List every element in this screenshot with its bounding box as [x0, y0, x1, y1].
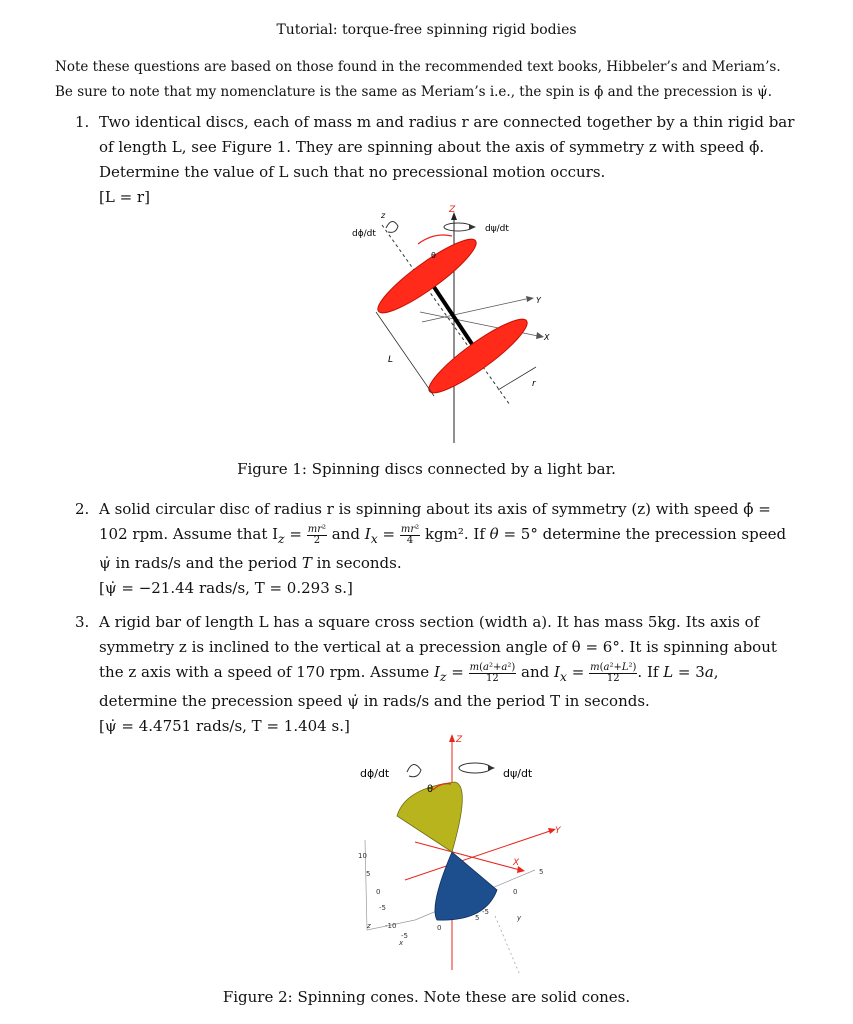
page-title: Tutorial: torque-free spinning rigid bodies: [276, 22, 577, 38]
Z-label: Z: [449, 205, 456, 215]
theta-label: θ: [427, 784, 434, 795]
r-label: r: [532, 379, 536, 389]
question-3: [75, 610, 800, 739]
question-text: A solid circular disc of radius r is spinning about its axis of symmetry (z) with speed ϕ̇ = 102 rpm. Assume that $I_z$ = $\frac{\text{mr²}}{2}$ and $I_x$ = $\frac{\text{mr²}}{4}$ kgm². If θ = 5° determine the precession speed ψ̇ in rads/s and the period T in seconds.: [99, 500, 787, 572]
svg-text:10: 10: [358, 852, 367, 860]
figure-1-caption: Figure 1: Spinning discs connected by a light bar.: [237, 460, 616, 478]
rigid-bar: [428, 278, 476, 350]
dpsi-label: dψ/dt: [503, 767, 533, 780]
y-axis-arrow: [526, 296, 534, 302]
Y-label: Y: [555, 826, 561, 836]
body-z-label: z: [381, 211, 386, 220]
question-number: 1.: [75, 113, 90, 131]
precession-arrow: [444, 223, 472, 231]
y-axis-line: [422, 299, 526, 322]
spin-arrow: [407, 764, 421, 776]
intro-note: Note these questions are based on those found in the recommended text books, Hibbeler’s and Meriam’s. Be sure to note that my nomenclature is the same as Meriam’s i.e., the spin is ϕ̇ and the precession is ψ̇.: [55, 59, 781, 100]
svg-text:5: 5: [475, 914, 480, 922]
question-answer: [ψ̇ = 4.4751 rads/s, T = 1.404 s.]: [99, 717, 350, 735]
svg-text:-5: -5: [379, 904, 386, 912]
question-1: [75, 110, 800, 210]
dpsi-label: dψ/dt: [485, 224, 509, 234]
spin-arrow: [386, 221, 398, 232]
precession-arrow: [459, 763, 491, 773]
theta-label: θ: [431, 251, 436, 260]
length-dimension: [376, 312, 434, 396]
X-label: X: [513, 858, 520, 868]
disc-top: [371, 230, 483, 322]
Z-label: Z: [456, 735, 463, 745]
svg-text:0: 0: [437, 924, 442, 932]
theta-arc: [418, 235, 452, 244]
Y-label: Y: [536, 296, 541, 305]
svg-text:-5: -5: [482, 908, 489, 916]
question-text: A rigid bar of length L has a square cross section (width a). It has mass 5kg. Its axis of symmetry z is inclined to the vertical at a precession angle of θ = 6°. It is spinning about the z axis with a speed of 170 rpm. Assume $I_z$ = $\frac{\text{m(a²+a²)}}{12}$ and $I_x$ = $\frac{\text{m(a²+L²)}}{12}$ . If L = 3a, determine the precession speed ψ̇ in rads/s and the period T in seconds.: [99, 613, 777, 710]
question-2: [75, 497, 800, 601]
radius-dimension: [498, 367, 536, 390]
dphi-label: dϕ/dt: [360, 767, 390, 780]
question-answer: [L = r]: [99, 188, 150, 206]
figure-2-caption: Figure 2: Spinning cones. Note these are solid cones.: [222, 988, 631, 1006]
svg-text:5: 5: [366, 870, 371, 878]
X-label: X: [544, 333, 550, 342]
svg-text:-5: -5: [401, 932, 408, 940]
figure-1-diagram: [330, 200, 560, 450]
dphi-label: dϕ/dt: [352, 229, 376, 239]
svg-text:y: y: [517, 914, 522, 922]
svg-text:5: 5: [539, 868, 544, 876]
svg-text:0: 0: [376, 888, 381, 896]
question-number: 2.: [75, 500, 90, 518]
svg-text:x: x: [399, 939, 404, 947]
svg-text:0: 0: [513, 888, 518, 896]
svg-text:z: z: [367, 922, 371, 930]
svg-text:-10: -10: [385, 922, 397, 930]
question-text: Two identical discs, each of mass m and radius r are connected together by a thin rigid bar of length L, see Figure 1. They are spinning about the axis of symmetry z with speed ϕ̇. Determine the value of L such that no precessional motion occurs.: [99, 113, 795, 181]
figure-2-diagram: [345, 730, 585, 980]
question-answer: [ψ̇ = −21.44 rads/s, T = 0.293 s.]: [99, 579, 353, 597]
question-number: 3.: [75, 613, 90, 631]
L-label: L: [388, 355, 394, 365]
x-axis-arrow: [536, 332, 544, 339]
